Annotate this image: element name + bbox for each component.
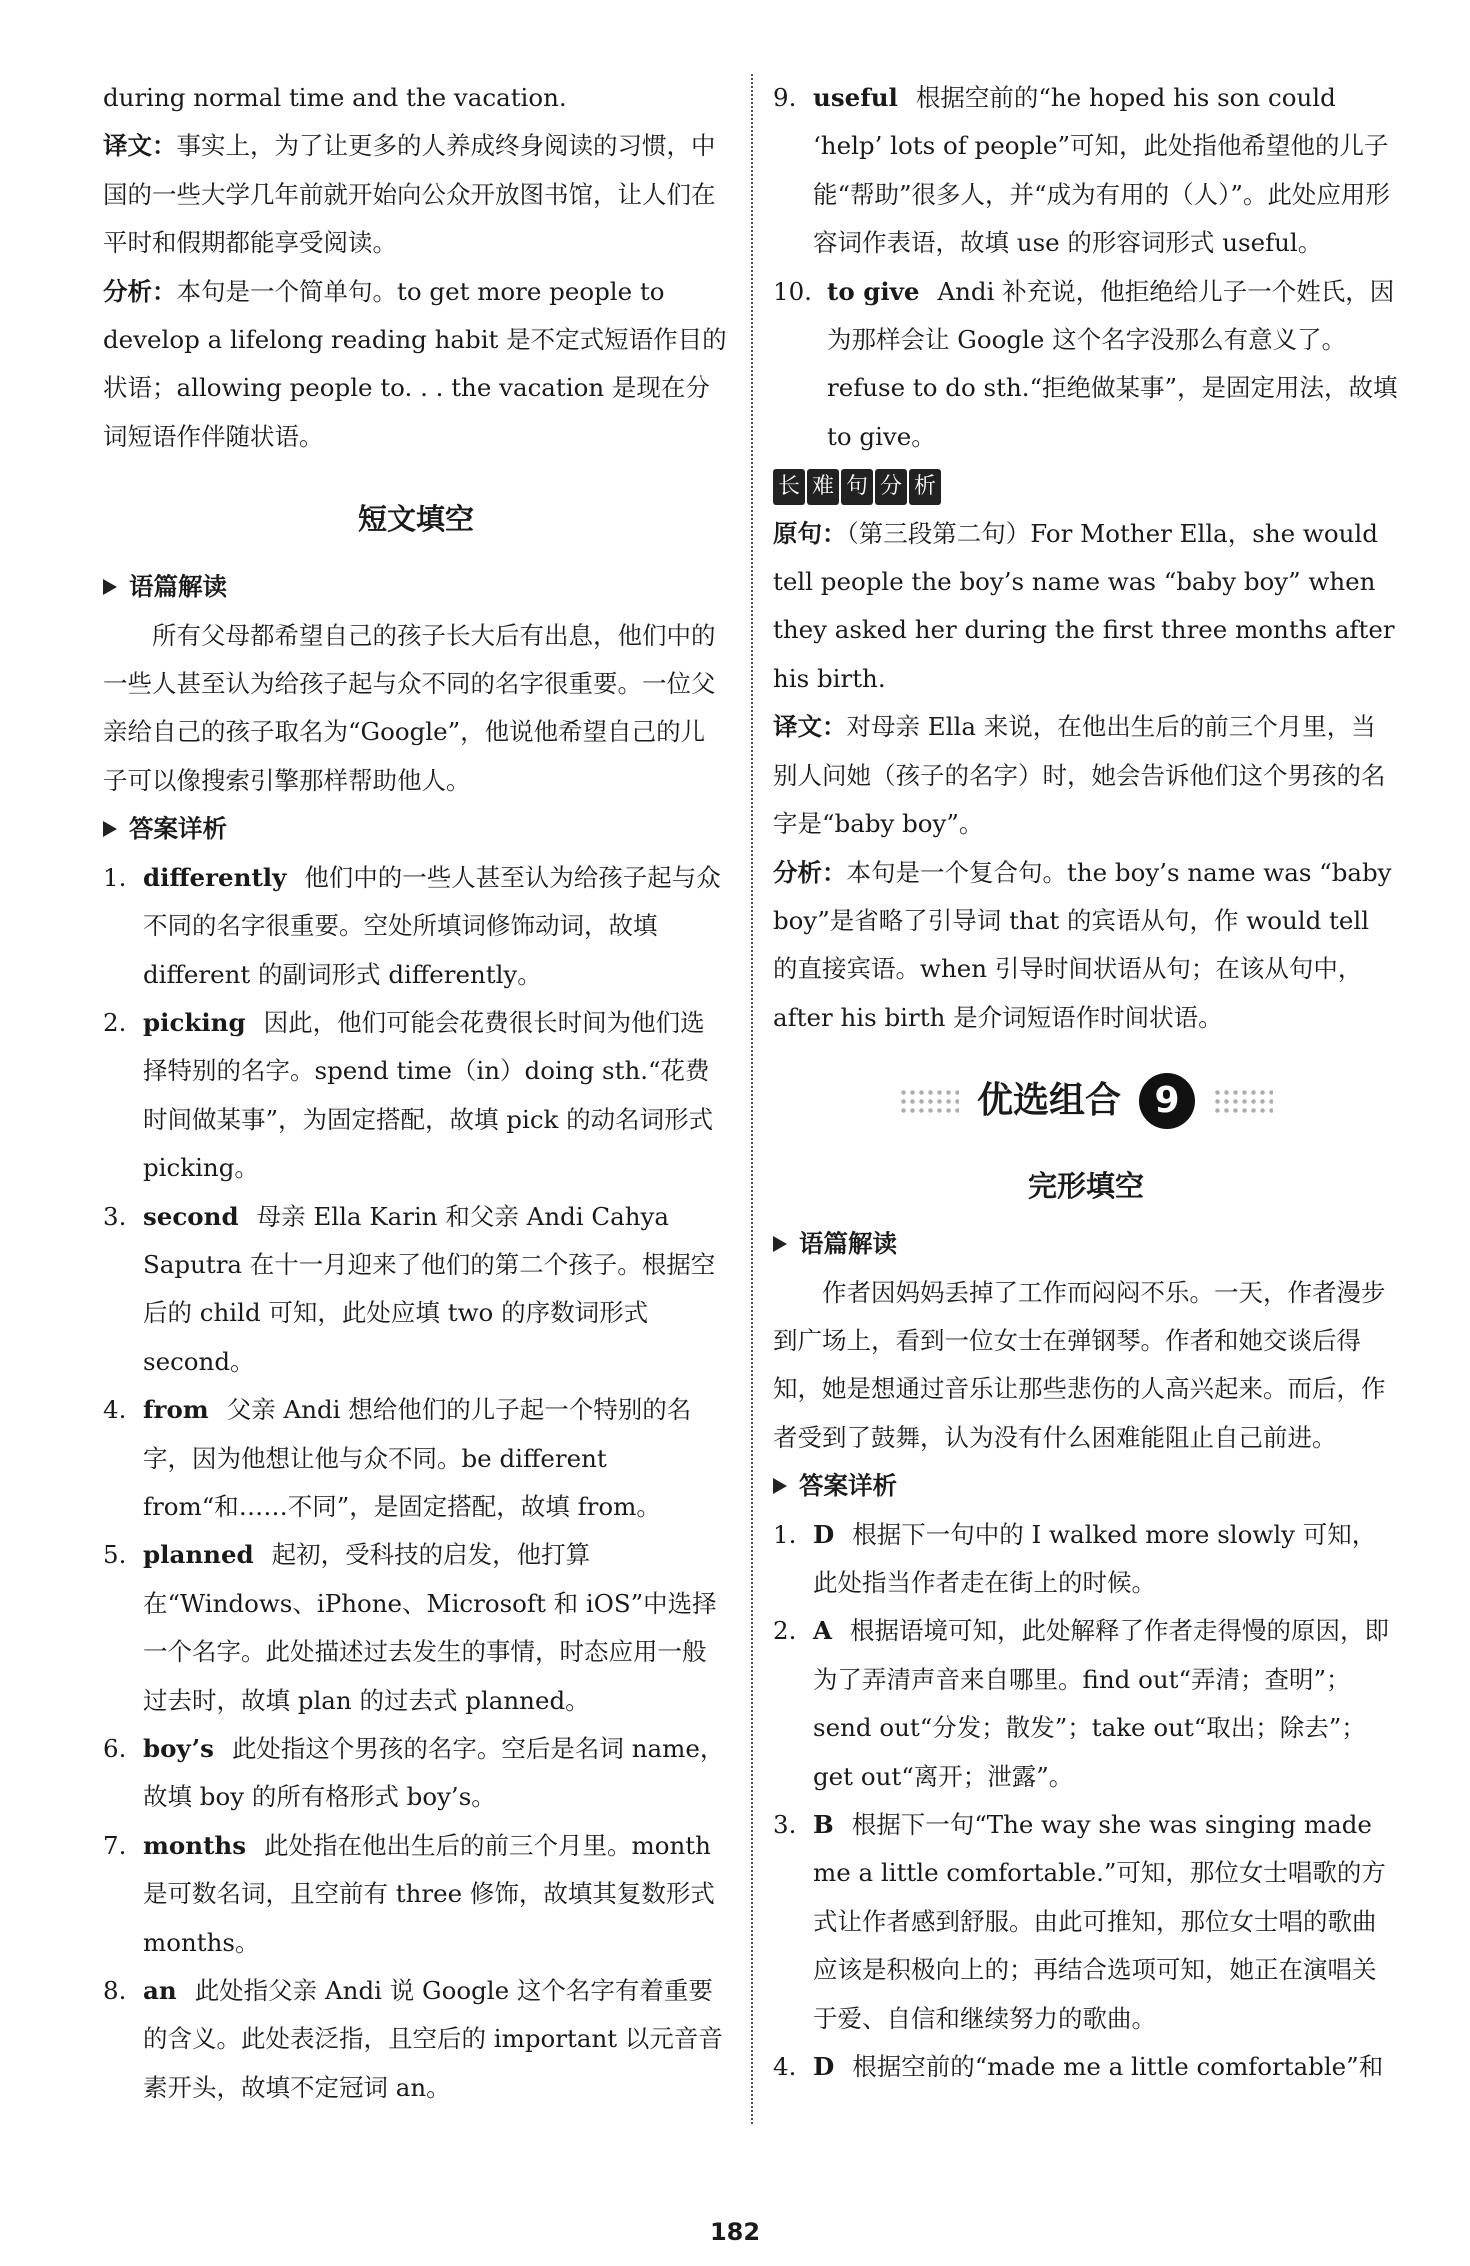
- answer-item: 4. from 父亲 Andi 想给他们的儿子起一个特别的名字，因为他想让他与众不同。be different from“和……不同”，是固定搭配，故填 from。: [103, 1395, 692, 1521]
- passage-reading-heading: 语篇解读: [773, 1220, 1399, 1268]
- triangle-bullet-icon: [773, 1236, 787, 1252]
- answer-analysis-heading: 答案详析: [773, 1462, 1399, 1510]
- analysis-paragraph: 分析：本句是一个复合句。the boy’s name was “baby boy”是省略了引导词 that 的宾语从句，作 would tell 的直接宾语。when 引导时间状语从句；在该从句中，after his birth 是介词短语作时间状语。: [773, 857, 1392, 1032]
- answer-item: 3. second 母亲 Ella Karin 和父亲 Andi Cahya Saputra 在十一月迎来了他们的第二个孩子。根据空后的 child 可知，此处应填 two 的序数词形式 second。: [103, 1201, 716, 1376]
- section-title-cloze: 完形填空: [1027, 1169, 1144, 1204]
- passage-reading-heading: 语篇解读: [103, 563, 729, 611]
- answer-item: 4. D 根据空前的“made me a little comfortable”和: [773, 2052, 1384, 2082]
- answer-item: 6. boy’s 此处指这个男孩的名字。空后是名词 name，故填 boy 的所有格形式 boy’s。: [103, 1734, 725, 1812]
- group-title: [773, 1046, 1399, 1156]
- group-title-text: 优选组合: [976, 1079, 1121, 1121]
- intro-line: during normal time and the vacation.: [103, 83, 567, 112]
- left-column: [103, 74, 729, 2112]
- passage-reading-text: 所有父母都希望自己的孩子长大后有出息，他们中的一些人甚至认为给孩子起与众不同的名字很重要。一位父亲给自己的孩子取名为“Google”，他说他希望自己的儿子可以像搜索引擎那样帮助他人。: [103, 620, 716, 795]
- answer-item: 9. useful 根据空前的“he hoped his son could ‘help’ lots of people”可知，此处指他希望他的儿子能“帮助”很多人，并“成为有用的（人）”。此处应用形容词作表语，故填 use 的形容词形式 useful。: [773, 83, 1390, 258]
- answer-item: 7. months 此处指在他出生后的前三个月里。month 是可数名词，且空前有 three 修饰，故填其复数形式 months。: [103, 1830, 715, 1957]
- column-divider: [751, 74, 753, 2124]
- answer-item: 3. B 根据下一句“The way she was singing made me a little comfortable.”可知，那位女士唱歌的方式让作者感到舒服。由此可推知，那位女士唱的歌曲应该是积极向上的；再结合选项可知，她正在演唱关于爱、自信和继续努力的歌曲。: [773, 1810, 1386, 2033]
- answer-item: 1. differently 他们中的一些人甚至认为给孩子起与众不同的名字很重要。空处所填词修饰动词，故填 different 的副词形式 differently。: [103, 862, 721, 989]
- passage-reading-text: 作者因妈妈丢掉了工作而闷闷不乐。一天，作者漫步到广场上，看到一位女士在弹钢琴。作者和她交谈后得知，她是想通过音乐让那些悲伤的人高兴起来。而后，作者受到了鼓舞，认为没有什么困难能阻止自己前进。: [773, 1277, 1386, 1452]
- answer-item: 2. picking 因此，他们可能会花费很长时间为他们选择特别的名字。spend time（in）doing sth.“花费时间做某事”，为固定搭配，故填 pick 的动名词形式 picking。: [103, 1007, 714, 1183]
- decorative-dots-icon: [1213, 1088, 1273, 1114]
- triangle-bullet-icon: [773, 1478, 787, 1494]
- section-title-short-fill: 短文填空: [357, 502, 474, 537]
- answer-item: 10. to give Andi 补充说，他拒绝给儿子一个姓氏，因为那样会让 Google 这个名字没那么有意义了。refuse to do sth.“拒绝做某事”，是固定用法，故填 to give。: [773, 276, 1398, 451]
- answer-item: 2. A 根据语境可知，此处解释了作者走得慢的原因，即为了弄清声音来自哪里。find out“弄清；查明”；send out“分发；散发”；take out“取出；除去”；get out“离开；泄露”。: [773, 1616, 1390, 1791]
- translation-text: 事实上，为了让更多的人养成终身阅读的习惯，中国的一些大学几年前就开始向公众开放图书馆，让人们在平时和假期都能享受阅读。: [103, 131, 716, 258]
- right-column: [773, 74, 1399, 2091]
- triangle-bullet-icon: [103, 579, 117, 595]
- translation-paragraph: 译文：对母亲 Ella 来说，在他出生后的前三个月里，当别人问她（孩子的名字）时，她会告诉他们这个男孩的名字是“baby boy”。: [773, 712, 1386, 839]
- analysis-text: 本句是一个简单句。to get more people to develop a lifelong reading habit 是不定式短语作目的状语；allowing people to. . . the vacation 是现在分词短语作伴随状语。: [103, 276, 727, 451]
- analysis-paragraph: [103, 268, 729, 462]
- long-sentence-analysis-tag: 长 难 句 分 析: [773, 469, 943, 505]
- triangle-bullet-icon: [103, 821, 117, 837]
- answer-item: 8. an 此处指父亲 Andi 说 Google 这个名字有着重要的含义。此处表泛指，且空后的 important 以元音音素开头，故填不定冠词 an。: [103, 1976, 723, 2102]
- translation-label: 译文：: [103, 131, 177, 161]
- page-number: 182: [709, 2218, 761, 2246]
- original-sentence: 原句：（第三段第二句）For Mother Ella，she would tell people the boy’s name was “baby boy” when they asked her during the first three months after his birth.: [773, 518, 1395, 693]
- answer-item: 1. D 根据下一句中的 I walked more slowly 可知，此处指当作者走在街上的时候。: [773, 1519, 1377, 1597]
- answer-item: 5. planned 起初，受科技的启发，他打算在“Windows、iPhone、Microsoft 和 iOS”中选择一个名字。此处描述过去发生的事情，时态应用一般过去时，故填 plan 的过去式 planned。: [103, 1540, 717, 1715]
- analysis-label: 分析：: [103, 276, 177, 306]
- answer-analysis-heading: 答案详析: [103, 805, 729, 853]
- decorative-dots-icon: [899, 1088, 959, 1114]
- translation-paragraph: [103, 122, 729, 267]
- group-number-badge: 9: [1139, 1073, 1195, 1129]
